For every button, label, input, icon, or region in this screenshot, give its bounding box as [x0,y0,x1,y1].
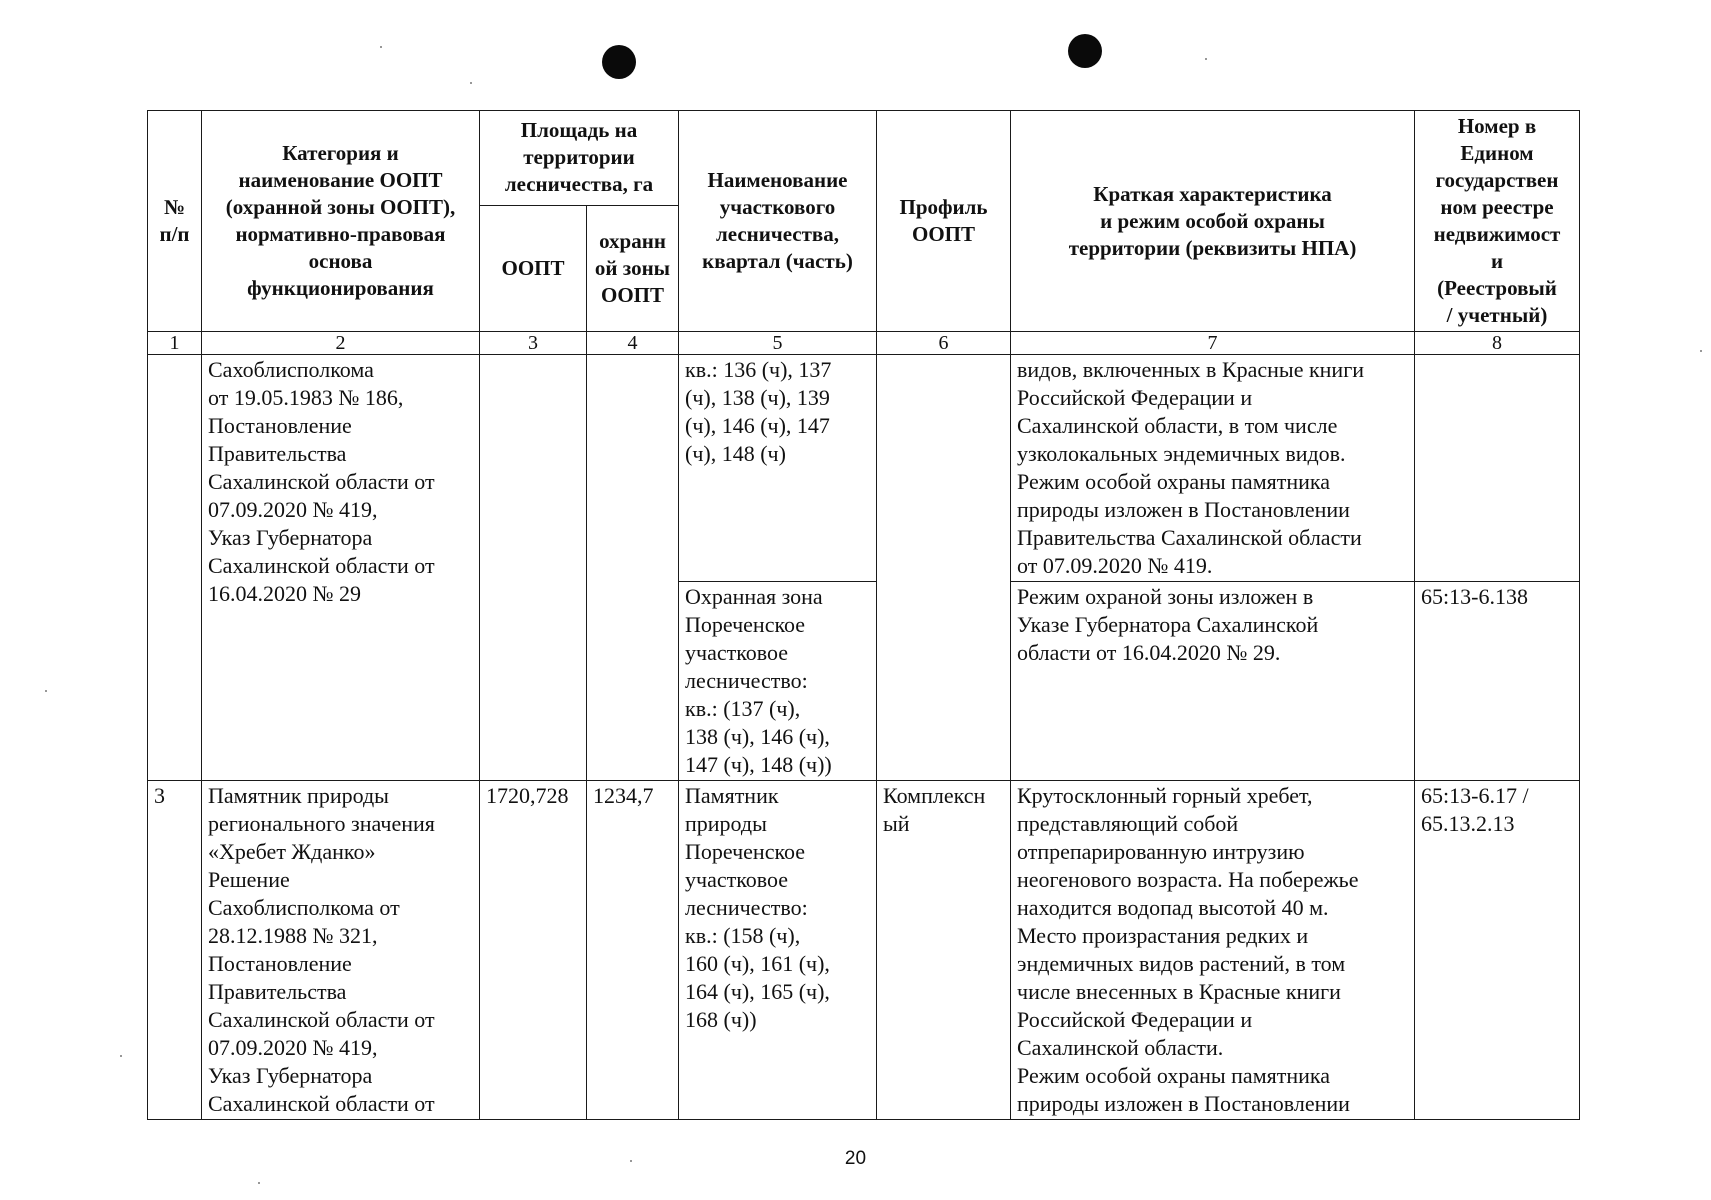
cell-registry [1415,355,1580,582]
cell-registry-zone: 65:13-6.138 [1415,582,1580,781]
scan-speck [45,690,47,692]
column-number-row [148,332,1580,355]
column-number: 8 [1415,332,1580,355]
scan-speck [380,46,382,48]
header-category: Категория и наименование ООПТ (охранной зоны ООПТ), нормативно-правовая основа функционирования [202,111,480,332]
column-number: 1 [148,332,202,355]
oopt-table [147,110,1580,1120]
cell-description: видов, включенных в Красные книги Российской Федерации и Сахалинской области, в том числе узколокальных эндемичных видов. Режим особой охраны памятника природы изложен в Постановлении Правительства Сахалинской области от 07.09.2020 № 419. [1011,355,1415,582]
cell-forestry: Памятник природы Пореченское участковое лесничество: кв.: (158 (ч), 160 (ч), 161 (ч), 164 (ч), 165 (ч), 168 (ч)) [679,781,877,1120]
column-number: 2 [202,332,480,355]
cell-profile [877,355,1011,781]
cell-registry: 65:13-6.17 / 65.13.2.13 [1415,781,1580,1120]
table-row-continued [148,355,1580,582]
cell-area-zone: 1234,7 [587,781,679,1120]
page-number: 20 [844,1148,867,1169]
scan-speck [470,82,472,84]
cell-area-oopt: 1720,728 [480,781,587,1120]
header-forestry: Наименование участкового лесничества, квартал (часть) [679,111,877,332]
scan-speck [258,1182,260,1184]
scan-speck [120,1055,122,1057]
column-number: 6 [877,332,1011,355]
cell-forestry-zone: Охранная зона Пореченское участковое лесничество: кв.: (137 (ч), 138 (ч), 146 (ч), 147 (ч), 148 (ч)) [679,582,877,781]
header-description: Краткая характеристика и режим особой охраны территории (реквизиты НПА) [1011,111,1415,332]
header-area-oopt: ООПТ [480,205,587,331]
header-area: Площадь на территории лесничества, га [480,111,679,206]
column-number: 5 [679,332,877,355]
column-number: 7 [1011,332,1415,355]
cell-category: Сахоблисполкома от 19.05.1983 № 186, Постановление Правительства Сахалинской области от 07.09.2020 № 419, Указ Губернатора Сахалинской области от 16.04.2020 № 29 [202,355,480,781]
scan-speck [1700,350,1702,352]
cell-forestry: кв.: 136 (ч), 137 (ч), 138 (ч), 139 (ч), 146 (ч), 147 (ч), 148 (ч) [679,355,877,582]
cell-description-zone: Режим охраной зоны изложен в Указе Губернатора Сахалинской области от 16.04.2020 № 29. [1011,582,1415,781]
punch-hole-left [602,45,636,79]
punch-hole-right [1068,34,1102,68]
scan-speck [1205,58,1207,60]
cell-area-zone [587,355,679,781]
header-row [148,111,1580,206]
cell-number [148,355,202,781]
cell-category: Памятник природы регионального значения «Хребет Жданко» Решение Сахоблисполкома от 28.12.1988 № 321, Постановление Правительства Сахалинской области от 07.09.2020 № 419, Указ Губернатора Сахалинской области от [202,781,480,1120]
column-number: 3 [480,332,587,355]
header-profile: Профиль ООПТ [877,111,1011,332]
header-area-zone: охранн ой зоны ООПТ [587,205,679,331]
table-row [148,781,1580,1120]
header-number: № п/п [148,111,202,332]
cell-description: Крутосклонный горный хребет, представляющий собой отпрепарированную интрузию неогенового возраста. На побережье находится водопад высотой 40 м. Место произрастания редких и эндемичных видов растений, в том числе внесенных в Красные книги Российской Федерации и Сахалинской области. Режим особой охраны памятника природы изложен в Постановлении [1011,781,1415,1120]
cell-number: 3 [148,781,202,1120]
header-registry: Номер в Едином государствен ном реестре недвижимост и (Реестровый / учетный) [1415,111,1580,332]
cell-profile: Комплексн ый [877,781,1011,1120]
column-number: 4 [587,332,679,355]
cell-area-oopt [480,355,587,781]
